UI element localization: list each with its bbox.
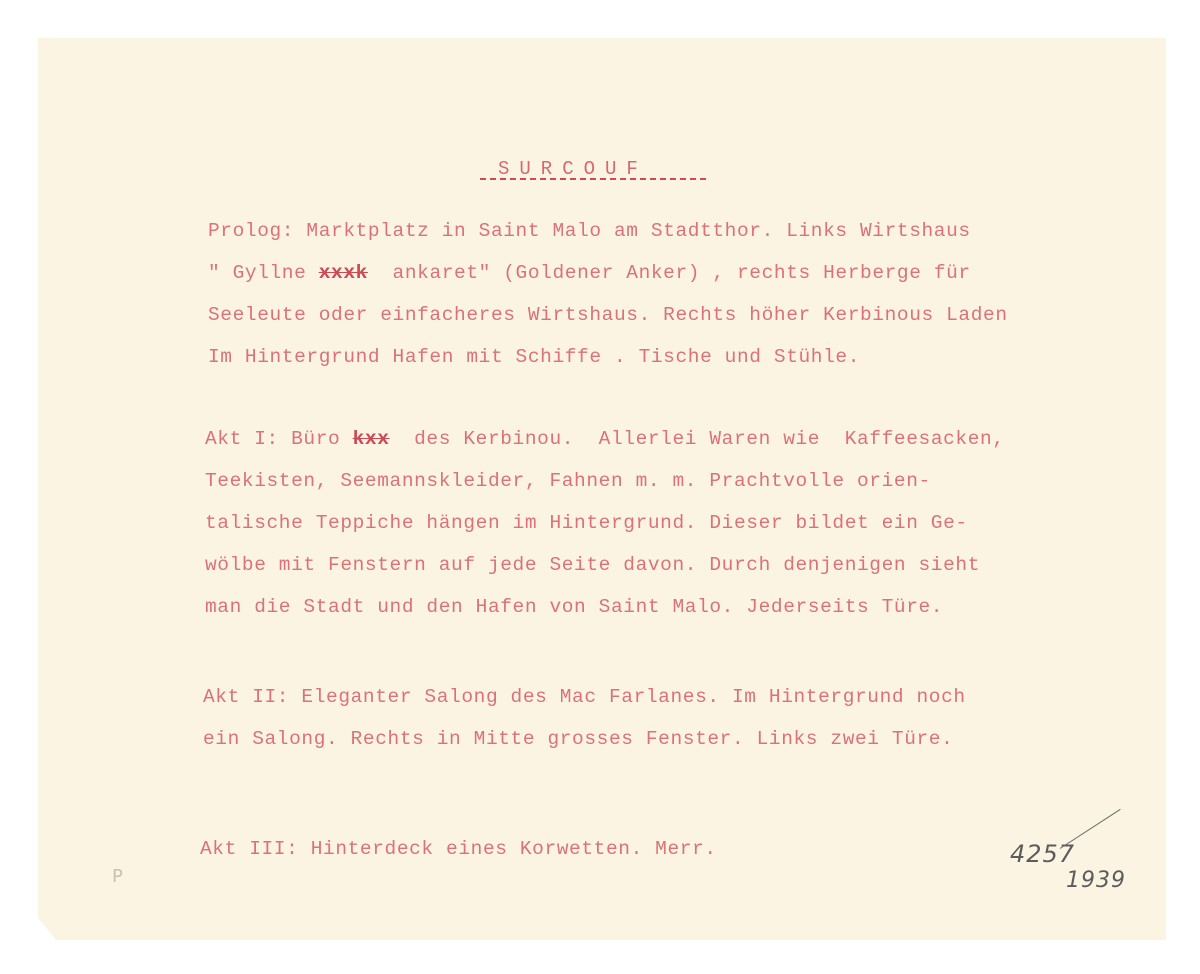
- struck-out-text: xxxk: [318, 262, 368, 284]
- prolog-line-2-end: ankaret" (Goldener Anker) , rechts Herberge für: [367, 262, 971, 284]
- archive-number-top: 4257: [1010, 840, 1076, 868]
- margin-mark: P: [112, 866, 123, 887]
- akt2-line-2: ein Salong. Rechts in Mitte grosses Fenster. Links zwei Türe.: [203, 728, 954, 750]
- prolog-line-4: Im Hintergrund Hafen mit Schiffe . Tische und Stühle.: [208, 346, 861, 368]
- prolog-line-1: Prolog: Marktplatz in Saint Malo am Stadtthor. Links Wirtshaus: [208, 220, 971, 242]
- struck-out-text: kxx: [352, 428, 390, 450]
- prolog-line-2-start: " Gyllne: [208, 262, 319, 284]
- akt3-line-1: Akt III: Hinterdeck eines Korwetten. Merr.: [200, 838, 717, 860]
- title-underline: [480, 178, 706, 180]
- akt1-line-1-end: des Kerbinou. Allerlei Waren wie Kaffeesacken,: [389, 428, 1005, 450]
- prolog-line-3: Seeleute oder einfacheres Wirtshaus. Rechts höher Kerbinous Laden: [208, 304, 1008, 326]
- document-title: SURCOUF: [498, 158, 648, 180]
- akt1-line-4: wölbe mit Fenstern auf jede Seite davon. Durch denjenigen sieht: [205, 554, 981, 576]
- akt1-line-1: [205, 428, 1005, 450]
- akt1-line-5: man die Stadt und den Hafen von Saint Malo. Jederseits Türe.: [205, 596, 944, 618]
- akt1-line-3: talische Teppiche hängen im Hintergrund. Dieser bildet ein Ge-: [205, 512, 968, 534]
- akt1-line-2: Teekisten, Seemannskleider, Fahnen m. m. Prachtvolle orien-: [205, 470, 931, 492]
- prolog-line-2: [208, 262, 971, 284]
- akt1-line-1-start: Akt I: Büro: [205, 428, 353, 450]
- archive-number-bottom: 1939: [1066, 868, 1126, 893]
- akt2-line-1: Akt II: Eleganter Salong des Mac Farlanes. Im Hintergrund noch: [203, 686, 966, 708]
